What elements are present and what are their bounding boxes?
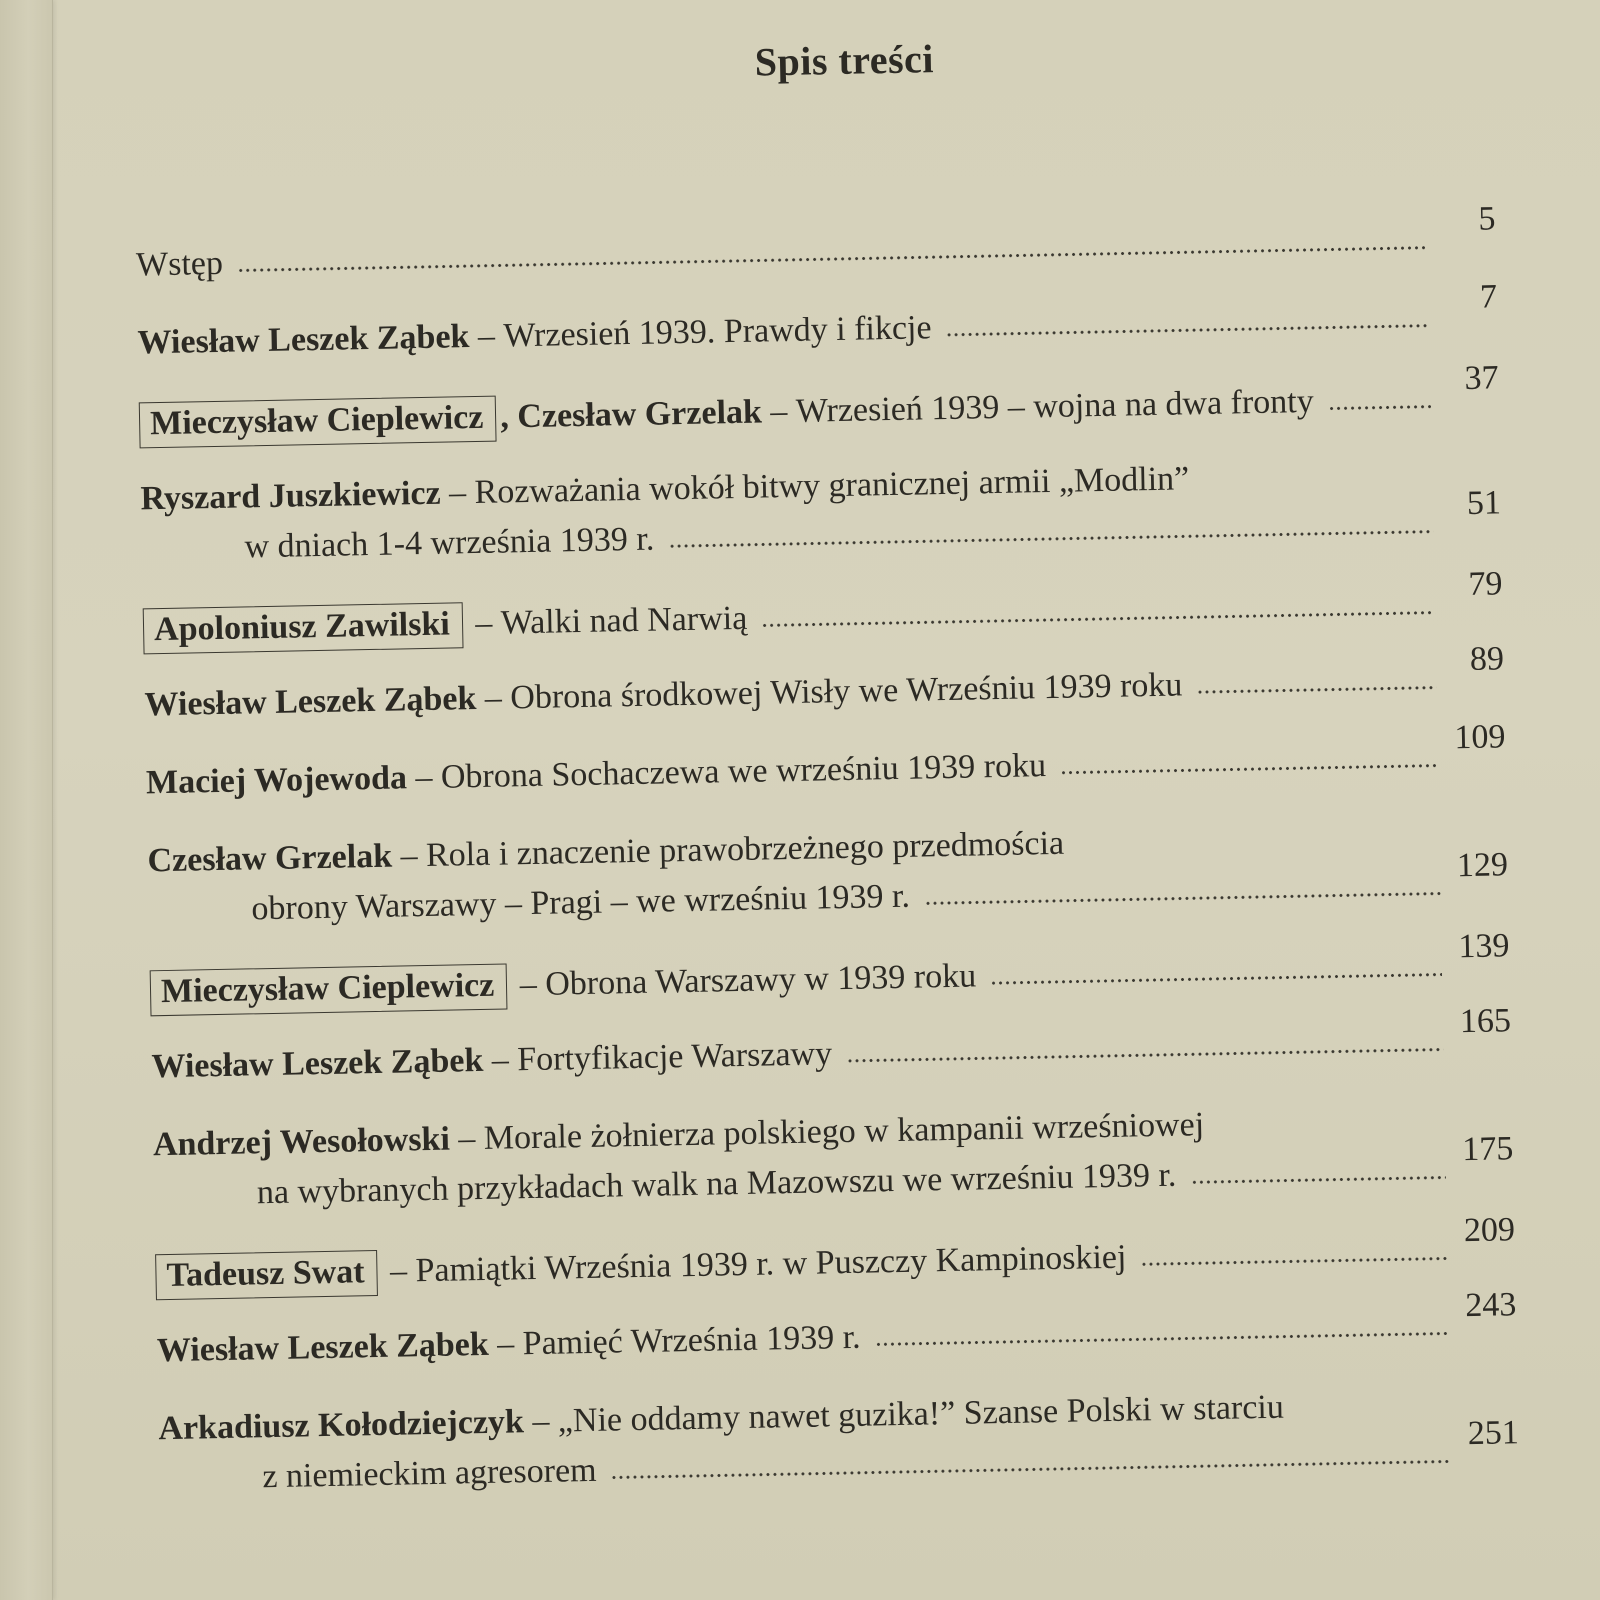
toc-entry	[156, 1286, 1518, 1382]
table-of-contents-page	[53, 0, 1600, 1600]
entry-page-number: 129	[1456, 846, 1509, 885]
entry-page-number: 175	[1461, 1130, 1514, 1169]
entry-page-number: 139	[1458, 927, 1510, 966]
entry-author: Wiesław Leszek Ząbek	[156, 1325, 490, 1370]
dot-leader	[1140, 1255, 1447, 1267]
entry-page-number: 243	[1464, 1286, 1517, 1325]
entry-title: Rozważania wokół bitwy granicznej armii „Modlin”	[474, 460, 1190, 511]
entry-page-number: 209	[1463, 1211, 1516, 1250]
toc-entry	[153, 1100, 1515, 1226]
entry-page-number: 37	[1464, 359, 1499, 397]
toc-entry-line	[156, 1286, 1518, 1382]
toc-entry	[143, 565, 1504, 658]
toc-entry-line	[145, 718, 1507, 814]
dot-leader	[946, 323, 1430, 338]
dot-leader	[1190, 1174, 1445, 1185]
dot-leader	[668, 529, 1433, 550]
page-title: Spis treści	[754, 36, 935, 85]
entry-separator: –	[532, 1402, 550, 1441]
entry-title: Wstęp	[135, 244, 224, 284]
entry-title: Obrona Warszawy w 1939 roku	[544, 957, 977, 1003]
entry-title: Walki nad Narwią	[500, 599, 748, 642]
entry-separator: –	[491, 1041, 510, 1079]
entry-separator: –	[389, 1252, 408, 1290]
entry-coauthor: , Czesław Grzelak	[499, 393, 763, 436]
toc-entry	[158, 1384, 1520, 1510]
dot-leader	[611, 1458, 1452, 1480]
toc-entry	[150, 927, 1511, 1020]
entry-page-number: 89	[1469, 640, 1505, 678]
dot-leader	[990, 972, 1442, 987]
entry-page-number: 165	[1459, 1002, 1512, 1041]
toc-entry	[155, 1211, 1516, 1304]
toc-entry	[145, 718, 1507, 814]
entry-author: Wiesław Leszek Ząbek	[151, 1041, 484, 1086]
entry-title: Fortyfikacje Warszawy	[516, 1035, 833, 1079]
dot-leader	[761, 610, 1435, 629]
entry-separator: –	[484, 679, 503, 717]
entry-separator: –	[477, 317, 496, 355]
entry-author: Ryszard Juszkiewicz	[140, 474, 441, 518]
entry-author: Apoloniusz Zawilski	[143, 602, 464, 654]
entry-title: Morale żołnierza polskiego w kampanii wrześniowej	[483, 1106, 1205, 1157]
entry-title: Pamięć Września 1939 r.	[522, 1318, 861, 1363]
entry-title-continuation: z niemieckim agresorem	[262, 1451, 597, 1496]
entry-author: Maciej Wojewoda	[145, 759, 408, 802]
toc-entry	[140, 454, 1502, 580]
entry-page-number: 5	[1478, 200, 1496, 238]
toc-entry	[151, 1002, 1512, 1098]
entry-title: Obrona środkowej Wisły we Wrześniu 1939 roku	[509, 666, 1183, 717]
entry-separator: –	[415, 758, 433, 797]
dot-leader	[924, 891, 1440, 907]
dot-leader	[1328, 404, 1431, 412]
left-page-edge	[0, 0, 53, 1600]
entry-separator: –	[474, 604, 493, 643]
entry-title: Pamiątki Września 1939 r. w Puszczy Kampinoskiej	[415, 1238, 1127, 1290]
entry-author: Czesław Grzelak	[147, 837, 393, 880]
dot-leader	[846, 1047, 1443, 1064]
toc-entry	[137, 278, 1498, 374]
entry-author: Arkadiusz Kołodziejczyk	[158, 1403, 525, 1448]
entry-author: Andrzej Wesołowski	[152, 1120, 451, 1164]
entry-title-continuation: na wybranych przykładach walk na Mazowszu we wrześniu 1939 r.	[256, 1156, 1177, 1212]
toc-entry-line	[139, 359, 1500, 452]
toc-entry-line	[150, 927, 1511, 1020]
toc-entry-line	[137, 278, 1498, 374]
entry-page-number: 51	[1466, 484, 1502, 522]
dot-leader	[237, 245, 1428, 274]
entry-title-continuation: w dniach 1-4 września 1939 r.	[244, 520, 655, 566]
entry-separator: –	[496, 1325, 515, 1363]
entry-separator: –	[769, 392, 788, 431]
entry-title: „Nie oddamy nawet guzika!” Szanse Polski w starciu	[557, 1388, 1285, 1440]
entry-page-number: 109	[1454, 718, 1506, 757]
toc-entry-line	[155, 1211, 1516, 1304]
entry-separator: –	[457, 1120, 476, 1158]
entry-page-number: 7	[1479, 278, 1498, 316]
entry-separator: –	[448, 474, 467, 512]
entry-separator: –	[400, 837, 418, 875]
entry-page-number: 251	[1467, 1414, 1520, 1453]
toc-entry-line	[135, 200, 1497, 296]
toc-entry	[139, 359, 1500, 452]
dot-leader	[1196, 685, 1436, 696]
entry-title: Rola i znaczenie prawobrzeżnego przedmościa	[425, 824, 1065, 874]
entry-author: Tadeusz Swat	[155, 1250, 378, 1300]
dot-leader	[1060, 763, 1438, 776]
entry-separator: –	[519, 965, 538, 1004]
entry-title-continuation: obrony Warszawy – Pragi – we wrześniu 1939 r.	[251, 877, 911, 928]
entry-author: Wiesław Leszek Ząbek	[137, 318, 470, 362]
toc-entry-line	[143, 565, 1504, 658]
entry-title: Obrona Sochaczewa we wrześniu 1939 roku	[440, 747, 1047, 796]
dot-leader	[875, 1330, 1449, 1347]
toc-entry	[147, 816, 1509, 942]
toc-entry-line	[144, 640, 1505, 736]
toc-entry	[144, 640, 1505, 736]
toc-entry	[135, 200, 1497, 296]
toc-entry-line	[151, 1002, 1512, 1098]
entry-title: Wrzesień 1939 – wojna na dwa fronty	[795, 382, 1315, 430]
entry-author: Wiesław Leszek Ząbek	[144, 680, 477, 724]
entry-title: Wrzesień 1939. Prawdy i fikcje	[503, 309, 932, 355]
entry-author: Mieczysław Cieplewicz	[150, 963, 508, 1016]
toc-list	[135, 200, 1521, 1538]
spacer	[1064, 845, 1507, 854]
entry-author: Mieczysław Cieplewicz	[139, 396, 497, 449]
entry-page-number: 79	[1468, 565, 1503, 603]
